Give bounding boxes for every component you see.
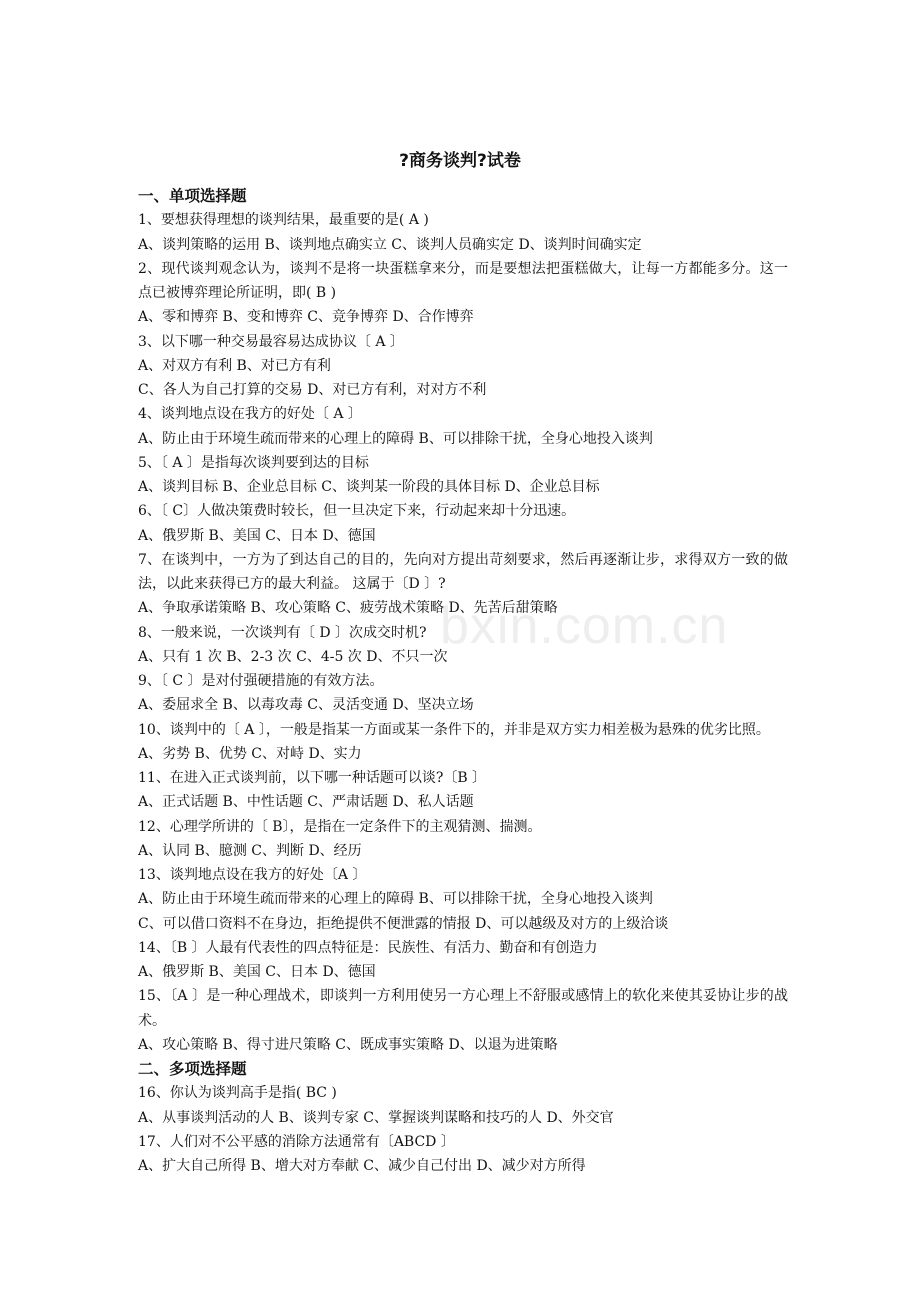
question-1: 1、要想获得理想的谈判结果，最重要的是( A ) bbox=[138, 212, 429, 229]
question-15: 15、〔A 〕是一种心理战术，即谈判一方利用使另一方心理上不舒服或感情上的软化来使其妥协让步的战术。 bbox=[138, 988, 788, 1029]
options-14: A、俄罗斯 B、美国 C、日本 D、德国 bbox=[138, 964, 376, 980]
options-9: A、委屈求全 B、以毒攻毒 C、灵活变通 D、坚决立场 bbox=[138, 697, 474, 714]
question-16: 16、你认为谈判高手是指( BC ) bbox=[138, 1085, 337, 1102]
question-7: 7、在谈判中，一方为了到达自己的目的，先向对方提出苛刻要求，然后再逐渐让步，求得双方一致的做法，以此来获得已方的最大利益。 这属于〔D 〕? bbox=[138, 551, 788, 592]
options-13a: A、防止由于环境生疏而带来的心理上的障碍 B、可以排除干扰，全身心地投入谈判 bbox=[138, 891, 653, 908]
options-11: A、正式话题 B、中性话题 C、严肃话题 D、私人话题 bbox=[138, 794, 474, 811]
question-12: 12、心理学所讲的〔 B〕，是指在一定条件下的主观猜测、揣测。 bbox=[138, 818, 542, 835]
question-14: 14、〔B 〕人最有代表性的四点特征是：民族性、有活力、勤奋和有创造力 bbox=[138, 939, 598, 956]
page-title: ?商务谈判?试卷 bbox=[399, 151, 521, 171]
question-6: 6、〔 C〕人做决策费时较长，但一旦决定下来，行动起来却十分迅速。 bbox=[138, 503, 576, 520]
question-17: 17、人们对不公平感的消除方法通常有〔ABCD 〕 bbox=[138, 1133, 455, 1150]
options-13b: C、可以借口资料不在身边，拒绝提供不便泄露的情报 D、可以越级及对方的上级洽谈 bbox=[138, 915, 669, 932]
section-heading-multiple-choice: 二、多项选择题 bbox=[138, 1060, 247, 1078]
question-5: 5、〔 A 〕是指每次谈判要到达的目标 bbox=[138, 454, 369, 471]
question-4: 4、谈判地点设在我方的好处〔 A 〕 bbox=[138, 406, 362, 423]
question-13: 13、谈判地点设在我方的好处〔A 〕 bbox=[138, 867, 367, 883]
options-3a: A、对双方有利 B、对已方有利 bbox=[138, 357, 331, 374]
question-2: 2、现代谈判观念认为，谈判不是将一块蛋糕拿来分，而是要想法把蛋糕做大，让每一方都能多分。这一点已被博弈理论所证明，即( B ) bbox=[138, 260, 788, 301]
options-6: A、俄罗斯 B、美国 C、日本 D、德国 bbox=[138, 527, 376, 544]
question-10: 10、谈判中的〔 A 〕，一般是指某一方面或某一条件下的，并非是双方实力相差极为悬殊的优劣比照。 bbox=[138, 721, 770, 738]
options-3b: C、各人为自己打算的交易 D、对已方有利，对对方不利 bbox=[138, 382, 487, 398]
section-heading-single-choice: 一、单项选择题 bbox=[138, 187, 247, 205]
options-15: A、攻心策略 B、得寸进尺策略 C、既成事实策略 D、以退为进策略 bbox=[138, 1036, 558, 1053]
options-5: A、谈判目标 B、企业总目标 C、谈判某一阶段的具体目标 D、企业总目标 bbox=[138, 479, 600, 495]
options-10: A、劣势 B、优势 C、对峙 D、实力 bbox=[138, 745, 362, 762]
options-1: A、谈判策略的运用 B、谈判地点确实立 C、谈判人员确实定 D、谈判时间确实定 bbox=[138, 236, 642, 253]
options-16: A、从事谈判活动的人 B、谈判专家 C、掌握谈判谋略和技巧的人 D、外交官 bbox=[138, 1109, 614, 1126]
options-12: A、认同 B、臆测 C、判断 D、经历 bbox=[138, 842, 362, 859]
question-3: 3、以下哪一种交易最容易达成协议〔 A 〕 bbox=[138, 333, 404, 350]
exam-content bbox=[138, 184, 788, 1178]
question-9: 9、〔 C 〕是对付强硬措施的有效方法。 bbox=[138, 673, 384, 689]
options-4: A、防止由于环境生疏而带来的心理上的障碍 B、可以排除干扰，全身心地投入谈判 bbox=[138, 430, 653, 447]
options-2: A、零和博弈 B、变和博弈 C、竞争博弈 D、合作博弈 bbox=[138, 309, 474, 326]
options-17: A、扩大自己所得 B、增大对方奉献 C、减少自己付出 D、减少对方所得 bbox=[138, 1158, 586, 1174]
options-8: A、只有 1 次 B、2-3 次 C、4-5 次 D、不只一次 bbox=[138, 648, 448, 665]
question-11: 11、在进入正式谈判前，以下哪一种话题可以谈?〔B 〕 bbox=[138, 770, 487, 786]
watermark: bxin.com.cn bbox=[440, 597, 729, 655]
options-7: A、争取承诺策略 B、攻心策略 C、疲劳战术策略 D、先苦后甜策略 bbox=[138, 600, 558, 617]
question-8: 8、一般来说，一次谈判有〔 D 〕次成交时机? bbox=[138, 624, 427, 641]
